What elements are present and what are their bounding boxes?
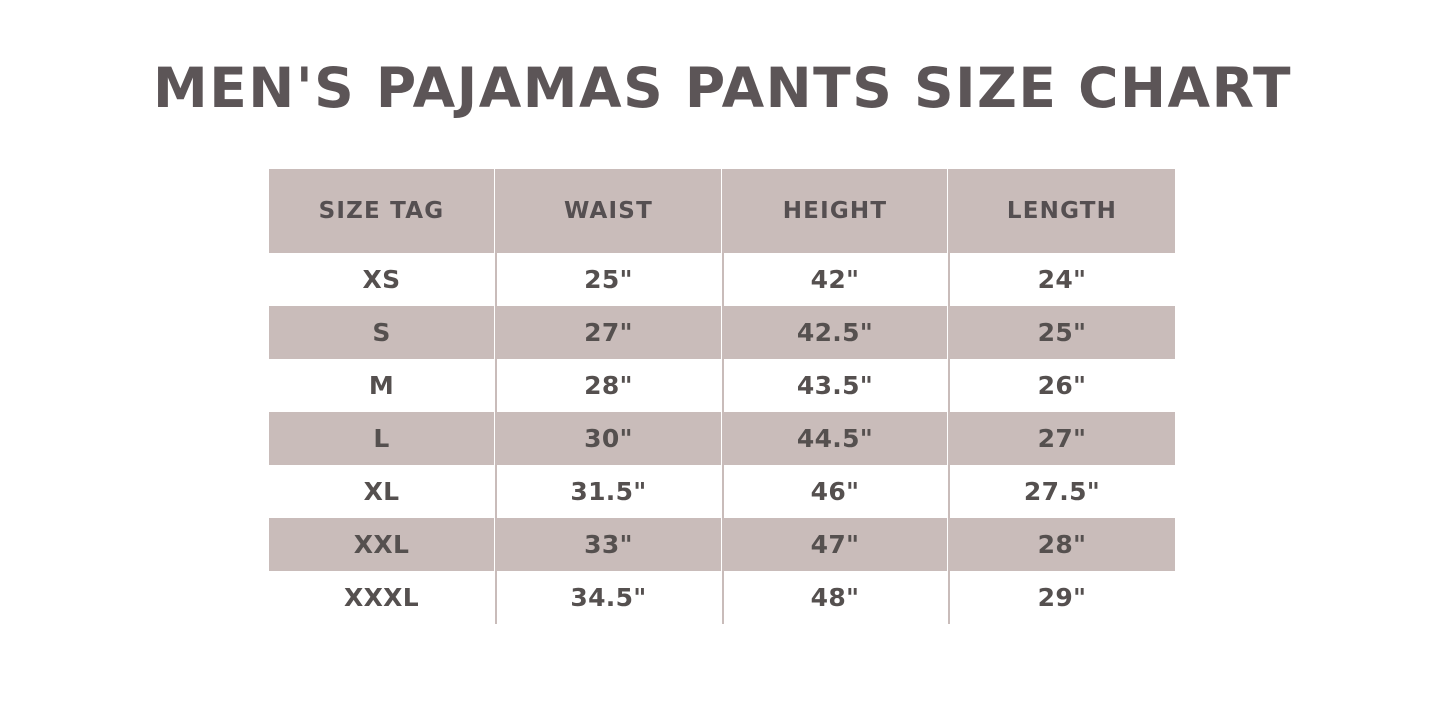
cell-waist: 30" bbox=[495, 412, 722, 465]
column-divider-3 bbox=[948, 169, 950, 624]
cell-length: 24" bbox=[948, 253, 1175, 306]
cell-height: 42.5" bbox=[722, 306, 948, 359]
cell-height: 44.5" bbox=[722, 412, 948, 465]
cell-length: 25" bbox=[948, 306, 1175, 359]
column-header-size-tag: SIZE TAG bbox=[269, 169, 495, 253]
cell-length: 26" bbox=[948, 359, 1175, 412]
cell-size-tag: XXXL bbox=[269, 571, 495, 624]
cell-waist: 34.5" bbox=[495, 571, 722, 624]
cell-length: 27" bbox=[948, 412, 1175, 465]
cell-length: 28" bbox=[948, 518, 1175, 571]
cell-height: 48" bbox=[722, 571, 948, 624]
column-header-height: HEIGHT bbox=[722, 169, 948, 253]
column-divider-1 bbox=[495, 169, 497, 624]
cell-size-tag: XS bbox=[269, 253, 495, 306]
cell-waist: 28" bbox=[495, 359, 722, 412]
column-divider-2 bbox=[722, 169, 724, 624]
column-header-length: LENGTH bbox=[948, 169, 1175, 253]
cell-height: 43.5" bbox=[722, 359, 948, 412]
cell-size-tag: M bbox=[269, 359, 495, 412]
cell-waist: 27" bbox=[495, 306, 722, 359]
cell-length: 27.5" bbox=[948, 465, 1175, 518]
cell-length: 29" bbox=[948, 571, 1175, 624]
cell-height: 46" bbox=[722, 465, 948, 518]
column-header-waist: WAIST bbox=[495, 169, 722, 253]
cell-height: 42" bbox=[722, 253, 948, 306]
cell-size-tag: L bbox=[269, 412, 495, 465]
cell-waist: 31.5" bbox=[495, 465, 722, 518]
page-title: MEN'S PAJAMAS PANTS SIZE CHART bbox=[152, 56, 1292, 120]
cell-height: 47" bbox=[722, 518, 948, 571]
cell-size-tag: S bbox=[269, 306, 495, 359]
cell-size-tag: XXL bbox=[269, 518, 495, 571]
cell-size-tag: XL bbox=[269, 465, 495, 518]
cell-waist: 33" bbox=[495, 518, 722, 571]
cell-waist: 25" bbox=[495, 253, 722, 306]
